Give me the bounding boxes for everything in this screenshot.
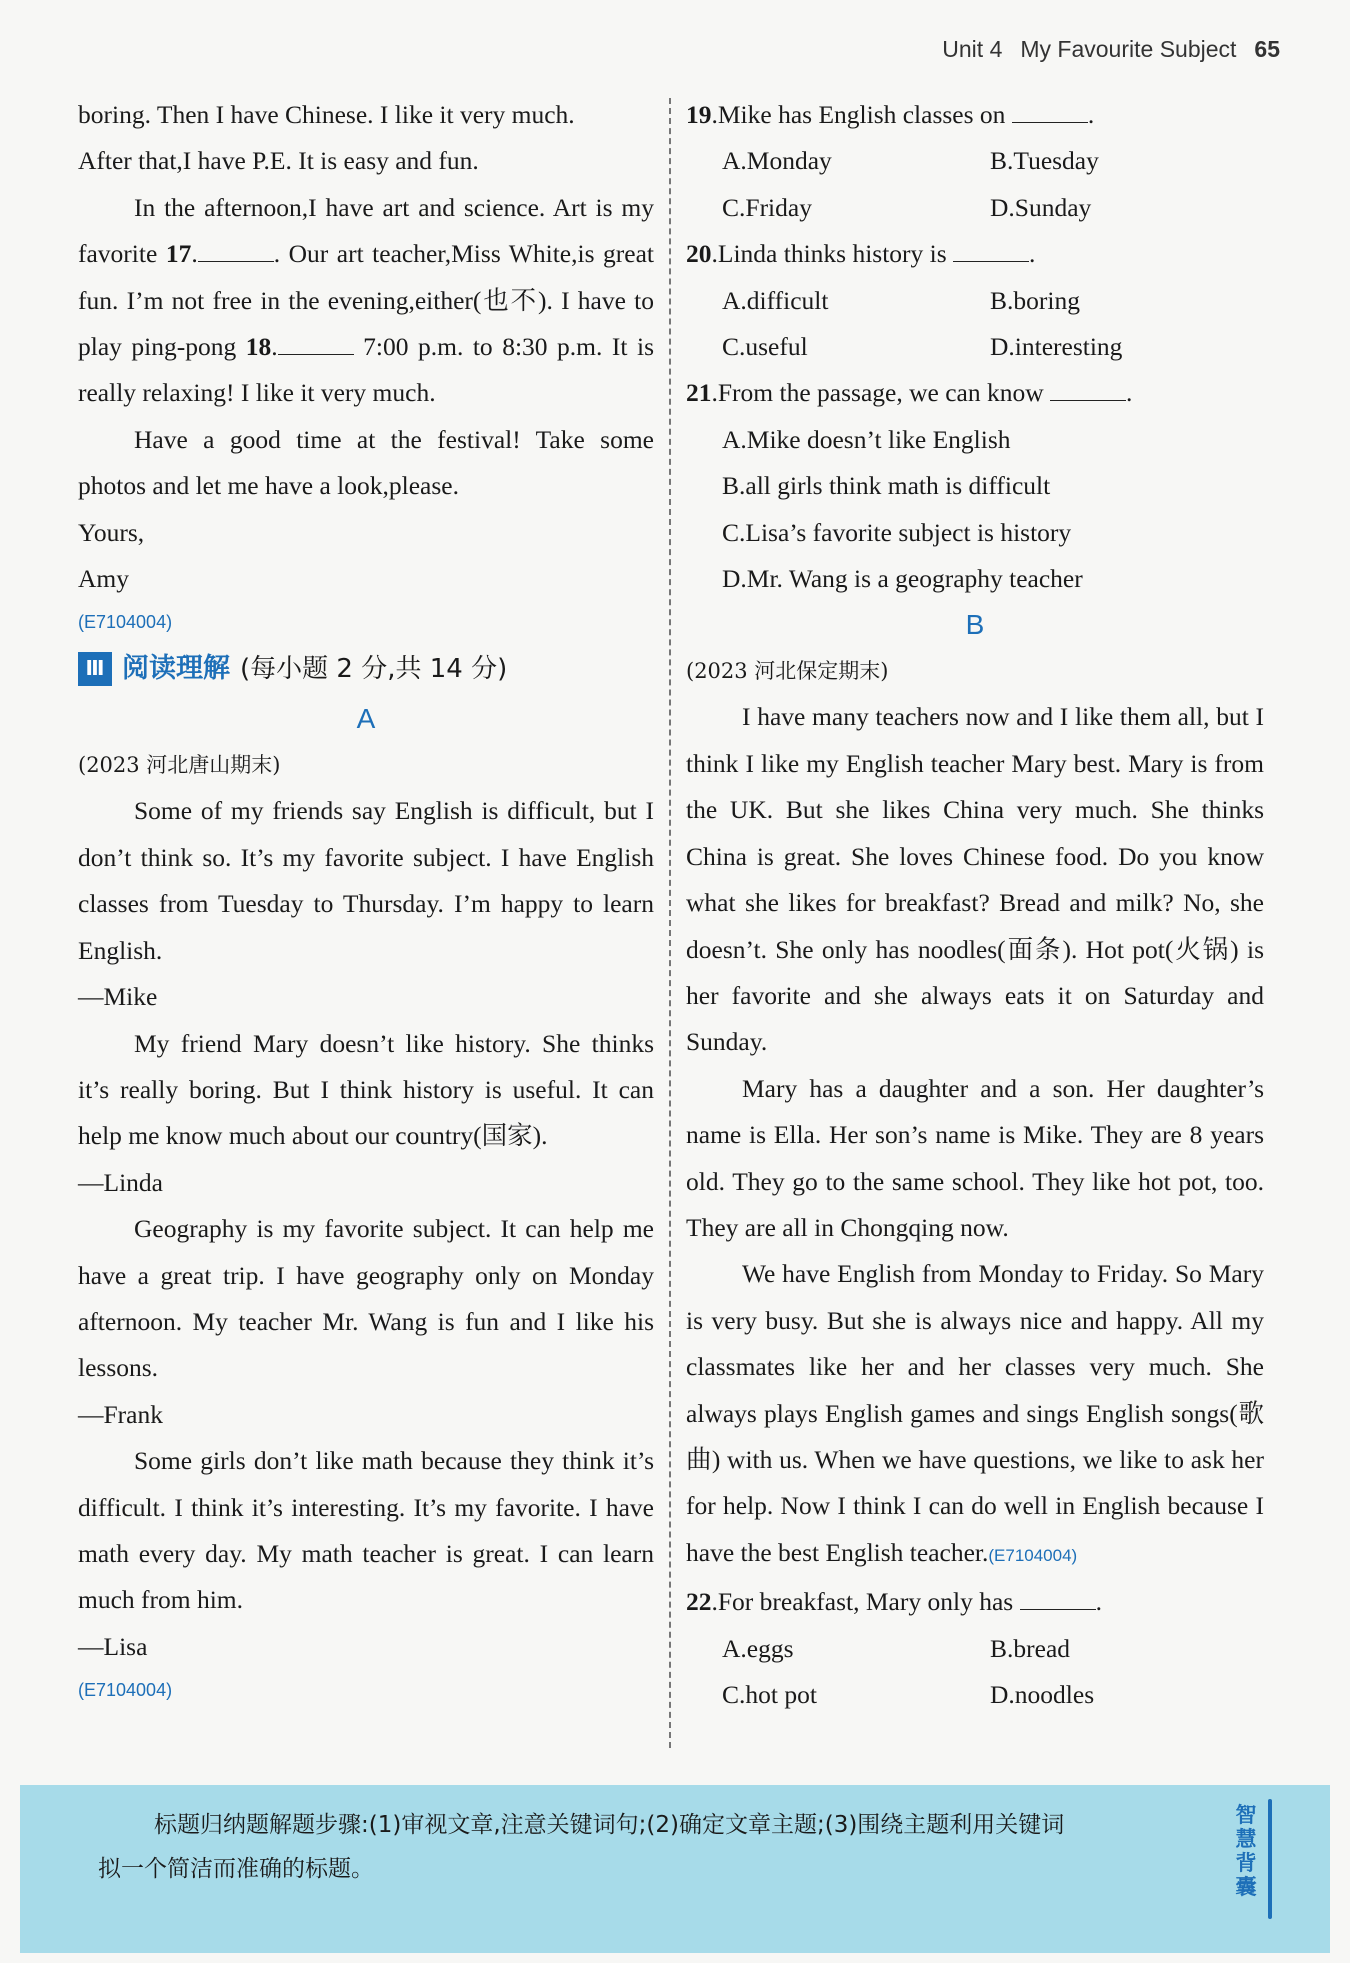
option-d[interactable]: D.interesting xyxy=(990,332,1123,362)
blank-number-17: 17 xyxy=(165,239,192,269)
passage-b-paragraph-2: Mary has a daughter and a son. Her daughter’s name is Ella. Her son’s name is Mike. They are 8 years old. They go to the same school. They like hot pot, too. They are all in Chongqing now. xyxy=(686,1073,1264,1242)
letter-line-1: boring. Then I have Chinese. I like it very much. xyxy=(78,100,575,129)
page-header xyxy=(942,36,1280,63)
letter-paragraph-closing: Have a good time at the festival! Take some photos and let me have a look,please. xyxy=(78,424,654,501)
option-a[interactable]: A.Monday xyxy=(722,146,832,176)
signature-frank: —Frank xyxy=(78,1399,163,1429)
tip-box xyxy=(20,1785,1330,1953)
answer-blank-22[interactable] xyxy=(1020,1589,1096,1610)
paragraph-text: . Our art teacher,Miss White,is great fun. I’m not free in the evening,either(也不). I have to play ping-pong xyxy=(78,239,654,362)
answer-blank-18[interactable] xyxy=(278,334,354,355)
option-a[interactable]: A.eggs xyxy=(722,1633,794,1663)
passage-b-paragraph-3 xyxy=(686,1251,1264,1579)
section-heading xyxy=(78,642,654,696)
left-column xyxy=(78,92,654,1710)
signature-lisa: —Lisa xyxy=(78,1631,148,1661)
question-text: .Linda thinks history is xyxy=(711,239,954,269)
letter-line-2: After that,I have P.E. It is easy and fun. xyxy=(78,146,479,176)
options-19 xyxy=(686,138,1264,231)
options-21 xyxy=(686,417,1264,603)
option-b[interactable]: B.all girls think math is difficult xyxy=(722,471,1051,501)
question-22 xyxy=(686,1579,1264,1625)
option-b[interactable]: B.boring xyxy=(990,285,1080,315)
option-d[interactable]: D.Sunday xyxy=(990,192,1092,222)
part-b-label: B xyxy=(965,609,985,641)
option-c[interactable]: C.Friday xyxy=(722,192,812,222)
option-d[interactable]: D.Mr. Wang is a geography teacher xyxy=(722,564,1083,594)
options-20 xyxy=(686,278,1264,371)
option-b[interactable]: B.Tuesday xyxy=(990,146,1099,176)
question-number: 19 xyxy=(686,100,712,129)
question-text: .From the passage, we can know xyxy=(711,378,1050,408)
option-c[interactable]: C.useful xyxy=(722,332,808,362)
section-number-badge: Ⅲ xyxy=(78,652,112,686)
tip-line-1: 标题归纳题解题步骤:(1)审视文章,注意关键词句;(2)确定文章主题;(3)围绕主题利用关键词 xyxy=(154,1812,1065,1838)
option-d[interactable]: D.noodles xyxy=(990,1680,1095,1709)
passage-linda: My friend Mary doesn’t like history. She thinks it’s really boring. But I think history is useful. It can help me know much about our country(国家). xyxy=(78,1028,654,1151)
answer-blank-17[interactable] xyxy=(198,241,274,262)
option-c[interactable]: C.hot pot xyxy=(722,1680,817,1709)
source-b: (2023 河北保定期末) xyxy=(686,659,889,684)
letter-signature: Amy xyxy=(78,564,129,594)
question-end: . xyxy=(1029,239,1036,269)
section-score-note: (每小题 2 分,共 14 分) xyxy=(240,654,508,685)
passage-lisa: Some girls don’t like math because they think it’s difficult. I think it’s interesting. It’s my favorite. I have math every day. My math teacher is great. I can learn much from him. xyxy=(78,1446,654,1615)
source-a: (2023 河北唐山期末) xyxy=(78,753,281,778)
passage-mike: Some of my friends say English is difficult, but I don’t think so. It’s my favorite subject. I have English classes from Tuesday to Thursday. I’m happy to learn English. xyxy=(78,796,654,965)
letter-paragraph-afternoon: In the afternoon,I have art and science. Art is my favorite 17. . Our art teacher,Miss White,is great fun. I’m not free in the evening,either(也不). I have to play ping-pong 18. 7:00 p.m. to 8:30 p.m. It is really relaxing! I like it very much. xyxy=(78,192,654,408)
letter-signoff: Yours, xyxy=(78,517,145,547)
paragraph-text: In the afternoon,I have art and science. Art is my favorite xyxy=(78,192,654,269)
question-21 xyxy=(686,370,1264,416)
option-a[interactable]: A.Mike doesn’t like English xyxy=(722,424,1011,454)
question-end: . xyxy=(1095,1587,1102,1617)
question-number: 20 xyxy=(686,239,712,269)
question-20 xyxy=(686,231,1264,277)
option-b[interactable]: B.bread xyxy=(990,1633,1071,1663)
question-text: .Mike has English classes on xyxy=(711,100,1012,129)
question-number: 21 xyxy=(686,378,712,408)
question-code: (E7104004) xyxy=(988,1545,1078,1565)
options-22 xyxy=(686,1626,1264,1719)
unit-title: My Favourite Subject xyxy=(1020,36,1237,62)
question-19 xyxy=(686,92,1264,138)
option-c[interactable]: C.Lisa’s favorite subject is history xyxy=(722,517,1072,547)
signature-mike: —Mike xyxy=(78,982,158,1012)
question-number: 22 xyxy=(686,1587,712,1617)
answer-blank-20[interactable] xyxy=(953,241,1029,262)
paragraph-text: We have English from Monday to Friday. So Mary is very busy. But she is always nice and happy. All my classmates like her and her classes very much. She always plays English games and sings English songs(歌曲) with us. When we have questions, we like to ask her for help. Now I think I can do well in English because I have the best English teacher. xyxy=(686,1259,1264,1567)
signature-linda: —Linda xyxy=(78,1167,163,1197)
tip-tag: 智慧背囊 xyxy=(1235,1803,1257,1899)
passage-frank: Geography is my favorite subject. It can help me have a great trip. I have geography only on Monday afternoon. My teacher Mr. Wang is fun and I like his lessons. xyxy=(78,1214,654,1383)
option-a[interactable]: A.difficult xyxy=(722,285,829,315)
right-column xyxy=(686,92,1264,1718)
paragraph-text: 7:00 p.m. to 8:30 p.m. It is really relaxing! I like it very much. xyxy=(78,332,654,408)
question-end: . xyxy=(1126,378,1133,408)
passage-b-paragraph-1: I have many teachers now and I like them all, but I think I like my English teacher Mary best. Mary is from the UK. But she likes China very much. She thinks China is great. She loves Chinese food. Do you know what she likes for breakfast? Bread and milk? No, she doesn’t. She only has noodles(面条). Hot pot(火锅) is her favorite and she always eats it on Saturday and Sunday. xyxy=(686,702,1264,1057)
answer-blank-19[interactable] xyxy=(1012,102,1088,123)
question-code: (E7104004) xyxy=(78,612,173,633)
blank-number-18: 18 xyxy=(245,332,272,362)
answer-blank-21[interactable] xyxy=(1050,380,1126,401)
tip-line-2: 拟一个简洁而准确的标题。 xyxy=(98,1856,374,1882)
section-name: 阅读理解 xyxy=(122,653,230,685)
tip-tag-bar xyxy=(1268,1799,1272,1919)
unit-label: Unit 4 xyxy=(942,36,1003,62)
question-code: (E7104004) xyxy=(78,1680,173,1701)
part-a-label: A xyxy=(356,703,376,735)
question-text: .For breakfast, Mary only has xyxy=(711,1587,1020,1617)
page-number: 65 xyxy=(1254,36,1280,62)
question-end: . xyxy=(1087,100,1095,129)
column-divider xyxy=(669,98,671,1748)
tip-text xyxy=(98,1803,1218,1891)
